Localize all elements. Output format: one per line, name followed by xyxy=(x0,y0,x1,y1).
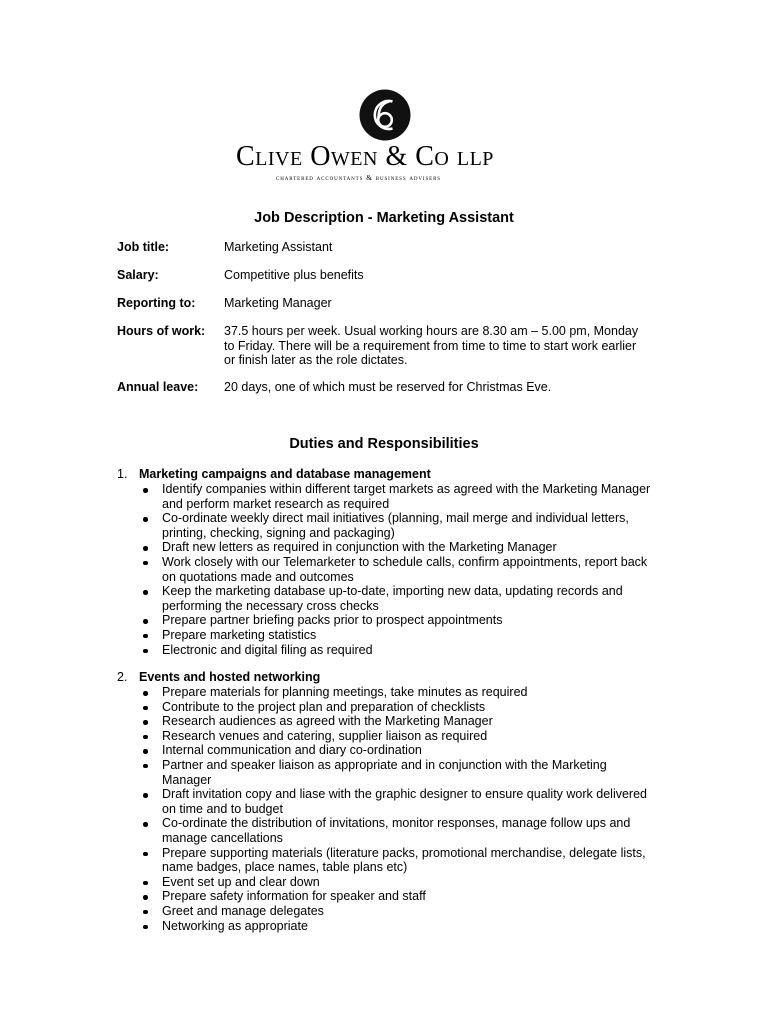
duty-item: Prepare materials for planning meetings, take minutes as required xyxy=(117,685,657,700)
duty-item: Co-ordinate weekly direct mail initiatives (planning, mail merge and individual letters, printing, checking, signing and packaging) xyxy=(117,511,657,540)
fact-value: Marketing Manager xyxy=(224,296,332,310)
duty-section-marketing xyxy=(117,467,657,657)
duty-item: Partner and speaker liaison as appropriate and in conjunction with the Marketing Manager xyxy=(117,758,657,787)
firm-name: Clive Owen & Co llp xyxy=(236,141,494,172)
duties-title: Duties and Responsibilities xyxy=(289,436,479,452)
duty-item: Research audiences as agreed with the Marketing Manager xyxy=(117,714,657,729)
duty-item: Draft invitation copy and liase with the graphic designer to ensure quality work delivered on time and to budget xyxy=(117,787,657,816)
duty-section-title: Events and hosted networking xyxy=(139,670,321,684)
duty-section-events xyxy=(117,670,657,933)
fact-value: 20 days, one of which must be reserved for Christmas Eve. xyxy=(224,380,552,394)
duty-item: Work closely with our Telemarketer to schedule calls, confirm appointments, report back on quotations made and outcomes xyxy=(117,555,657,584)
duty-item: Draft new letters as required in conjunction with the Marketing Manager xyxy=(117,540,657,555)
duty-item: Internal communication and diary co-ordination xyxy=(117,743,657,758)
duty-item: Electronic and digital filing as required xyxy=(117,643,657,658)
duty-item: Networking as appropriate xyxy=(117,919,657,934)
duty-section-title: Marketing campaigns and database management xyxy=(139,467,431,481)
fact-value: 37.5 hours per week. Usual working hours are 8.30 am – 5.00 pm, Monday to Friday. There will be a requirement from time to time to start work earlier or finish later as the role dictates. xyxy=(224,324,639,367)
fact-label: Job title: xyxy=(117,240,170,254)
duty-section-heading xyxy=(117,467,657,482)
duty-section-number: 2. xyxy=(117,670,128,684)
duty-item: Prepare safety information for speaker and staff xyxy=(117,889,657,904)
fact-value: Competitive plus benefits xyxy=(224,268,364,282)
duty-section-heading xyxy=(117,670,657,685)
firm-tagline: chartered accountants & business advisers xyxy=(276,173,441,182)
fact-value: Marketing Assistant xyxy=(224,240,333,254)
duty-item: Keep the marketing database up-to-date, importing new data, updating records and performing the necessary cross checks xyxy=(117,584,657,613)
duty-item: Prepare supporting materials (literature packs, promotional merchandise, delegate lists, name badges, place names, table plans etc) xyxy=(117,846,657,875)
fact-label: Reporting to: xyxy=(117,296,196,310)
duty-item: Identify companies within different target markets as agreed with the Marketing Manager and perform market research as required xyxy=(117,482,657,511)
monogram-logo-icon xyxy=(359,89,411,141)
duty-list xyxy=(117,482,657,657)
duty-list xyxy=(117,685,657,933)
page-title: Job Description - Marketing Assistant xyxy=(254,210,514,226)
duty-item: Event set up and clear down xyxy=(117,875,657,890)
fact-label: Hours of work: xyxy=(117,324,206,338)
duty-item: Greet and manage delegates xyxy=(117,904,657,919)
duty-item: Prepare marketing statistics xyxy=(117,628,657,643)
duty-item: Prepare partner briefing packs prior to prospect appointments xyxy=(117,613,657,628)
duty-section-number: 1. xyxy=(117,467,128,481)
fact-label: Salary: xyxy=(117,268,159,282)
duty-item: Contribute to the project plan and preparation of checklists xyxy=(117,700,657,715)
duty-item: Co-ordinate the distribution of invitations, monitor responses, manage follow ups and manage cancellations xyxy=(117,816,657,845)
duty-item: Research venues and catering, supplier liaison as required xyxy=(117,729,657,744)
fact-label: Annual leave: xyxy=(117,380,199,394)
